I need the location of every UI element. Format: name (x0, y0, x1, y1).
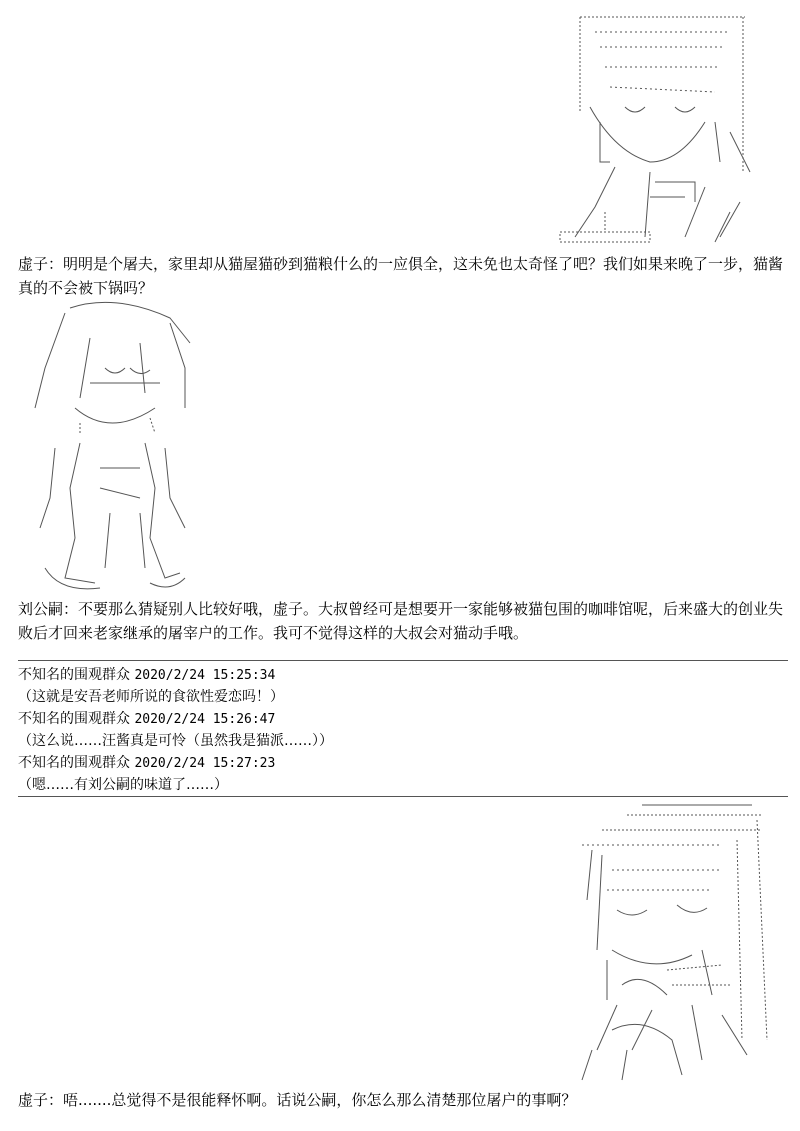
comment-time: 2020/2/24 15:26:47 (134, 712, 276, 727)
dialogue-line-3 (18, 1088, 788, 1112)
comments-bottom-divider (18, 796, 788, 797)
comment-text: （这就是安吾老师所说的食欲性爱恋吗！） (18, 689, 284, 705)
separator: ： (48, 255, 64, 273)
comment-user: 不知名的围观群众 (18, 667, 130, 683)
speaker-name: 刘公嗣 (18, 600, 64, 618)
comment-time: 2020/2/24 15:25:34 (134, 668, 276, 683)
speaker-name: 虚子 (18, 255, 49, 273)
comment-text: （嗯……有刘公嗣的味道了……） (18, 777, 228, 793)
comment-user: 不知名的围观群众 (18, 755, 130, 771)
separator: ： (48, 1091, 64, 1109)
dialogue-text: 不要那么猜疑别人比较好哦，虚子。大叔曾经可是想要开一家能够被猫包围的咖啡馆呢，后来盛大的创业失败后才回来老家继承的屠宰户的工作。我可不觉得这样的大叔会对猫动手哦。 (18, 600, 784, 642)
dialogue-text: 唔.......总觉得不是很能释怀啊。话说公嗣，你怎么那么清楚那位屠户的事啊？ (63, 1091, 577, 1109)
ascii-art-character-bottom-right (572, 800, 772, 1085)
comment-header (18, 708, 275, 731)
dialogue-line-2 (18, 597, 788, 645)
ascii-art-drawing (555, 12, 755, 247)
comment-header (18, 664, 275, 687)
comment-user: 不知名的围观群众 (18, 711, 130, 727)
ascii-art-drawing (572, 800, 772, 1085)
dialogue-line-1 (18, 252, 788, 300)
dialogue-text: 明明是个屠夫，家里却从猫屋猫砂到猫粮什么的一应俱全，这未免也太奇怪了吧？我们如果来晚了一步，猫酱真的不会被下锅吗？ (18, 255, 784, 297)
comments-top-divider (18, 660, 788, 661)
comment-header (18, 752, 275, 775)
speaker-name: 虚子 (18, 1091, 49, 1109)
separator: ： (63, 600, 79, 618)
ascii-art-drawing (20, 298, 200, 593)
comment-text: （这么说……汪酱真是可怜（虽然我是猫派……）） (18, 733, 333, 749)
ascii-art-character-top-right (555, 12, 755, 247)
ascii-art-character-left (20, 298, 200, 593)
comment-time: 2020/2/24 15:27:23 (134, 756, 276, 771)
